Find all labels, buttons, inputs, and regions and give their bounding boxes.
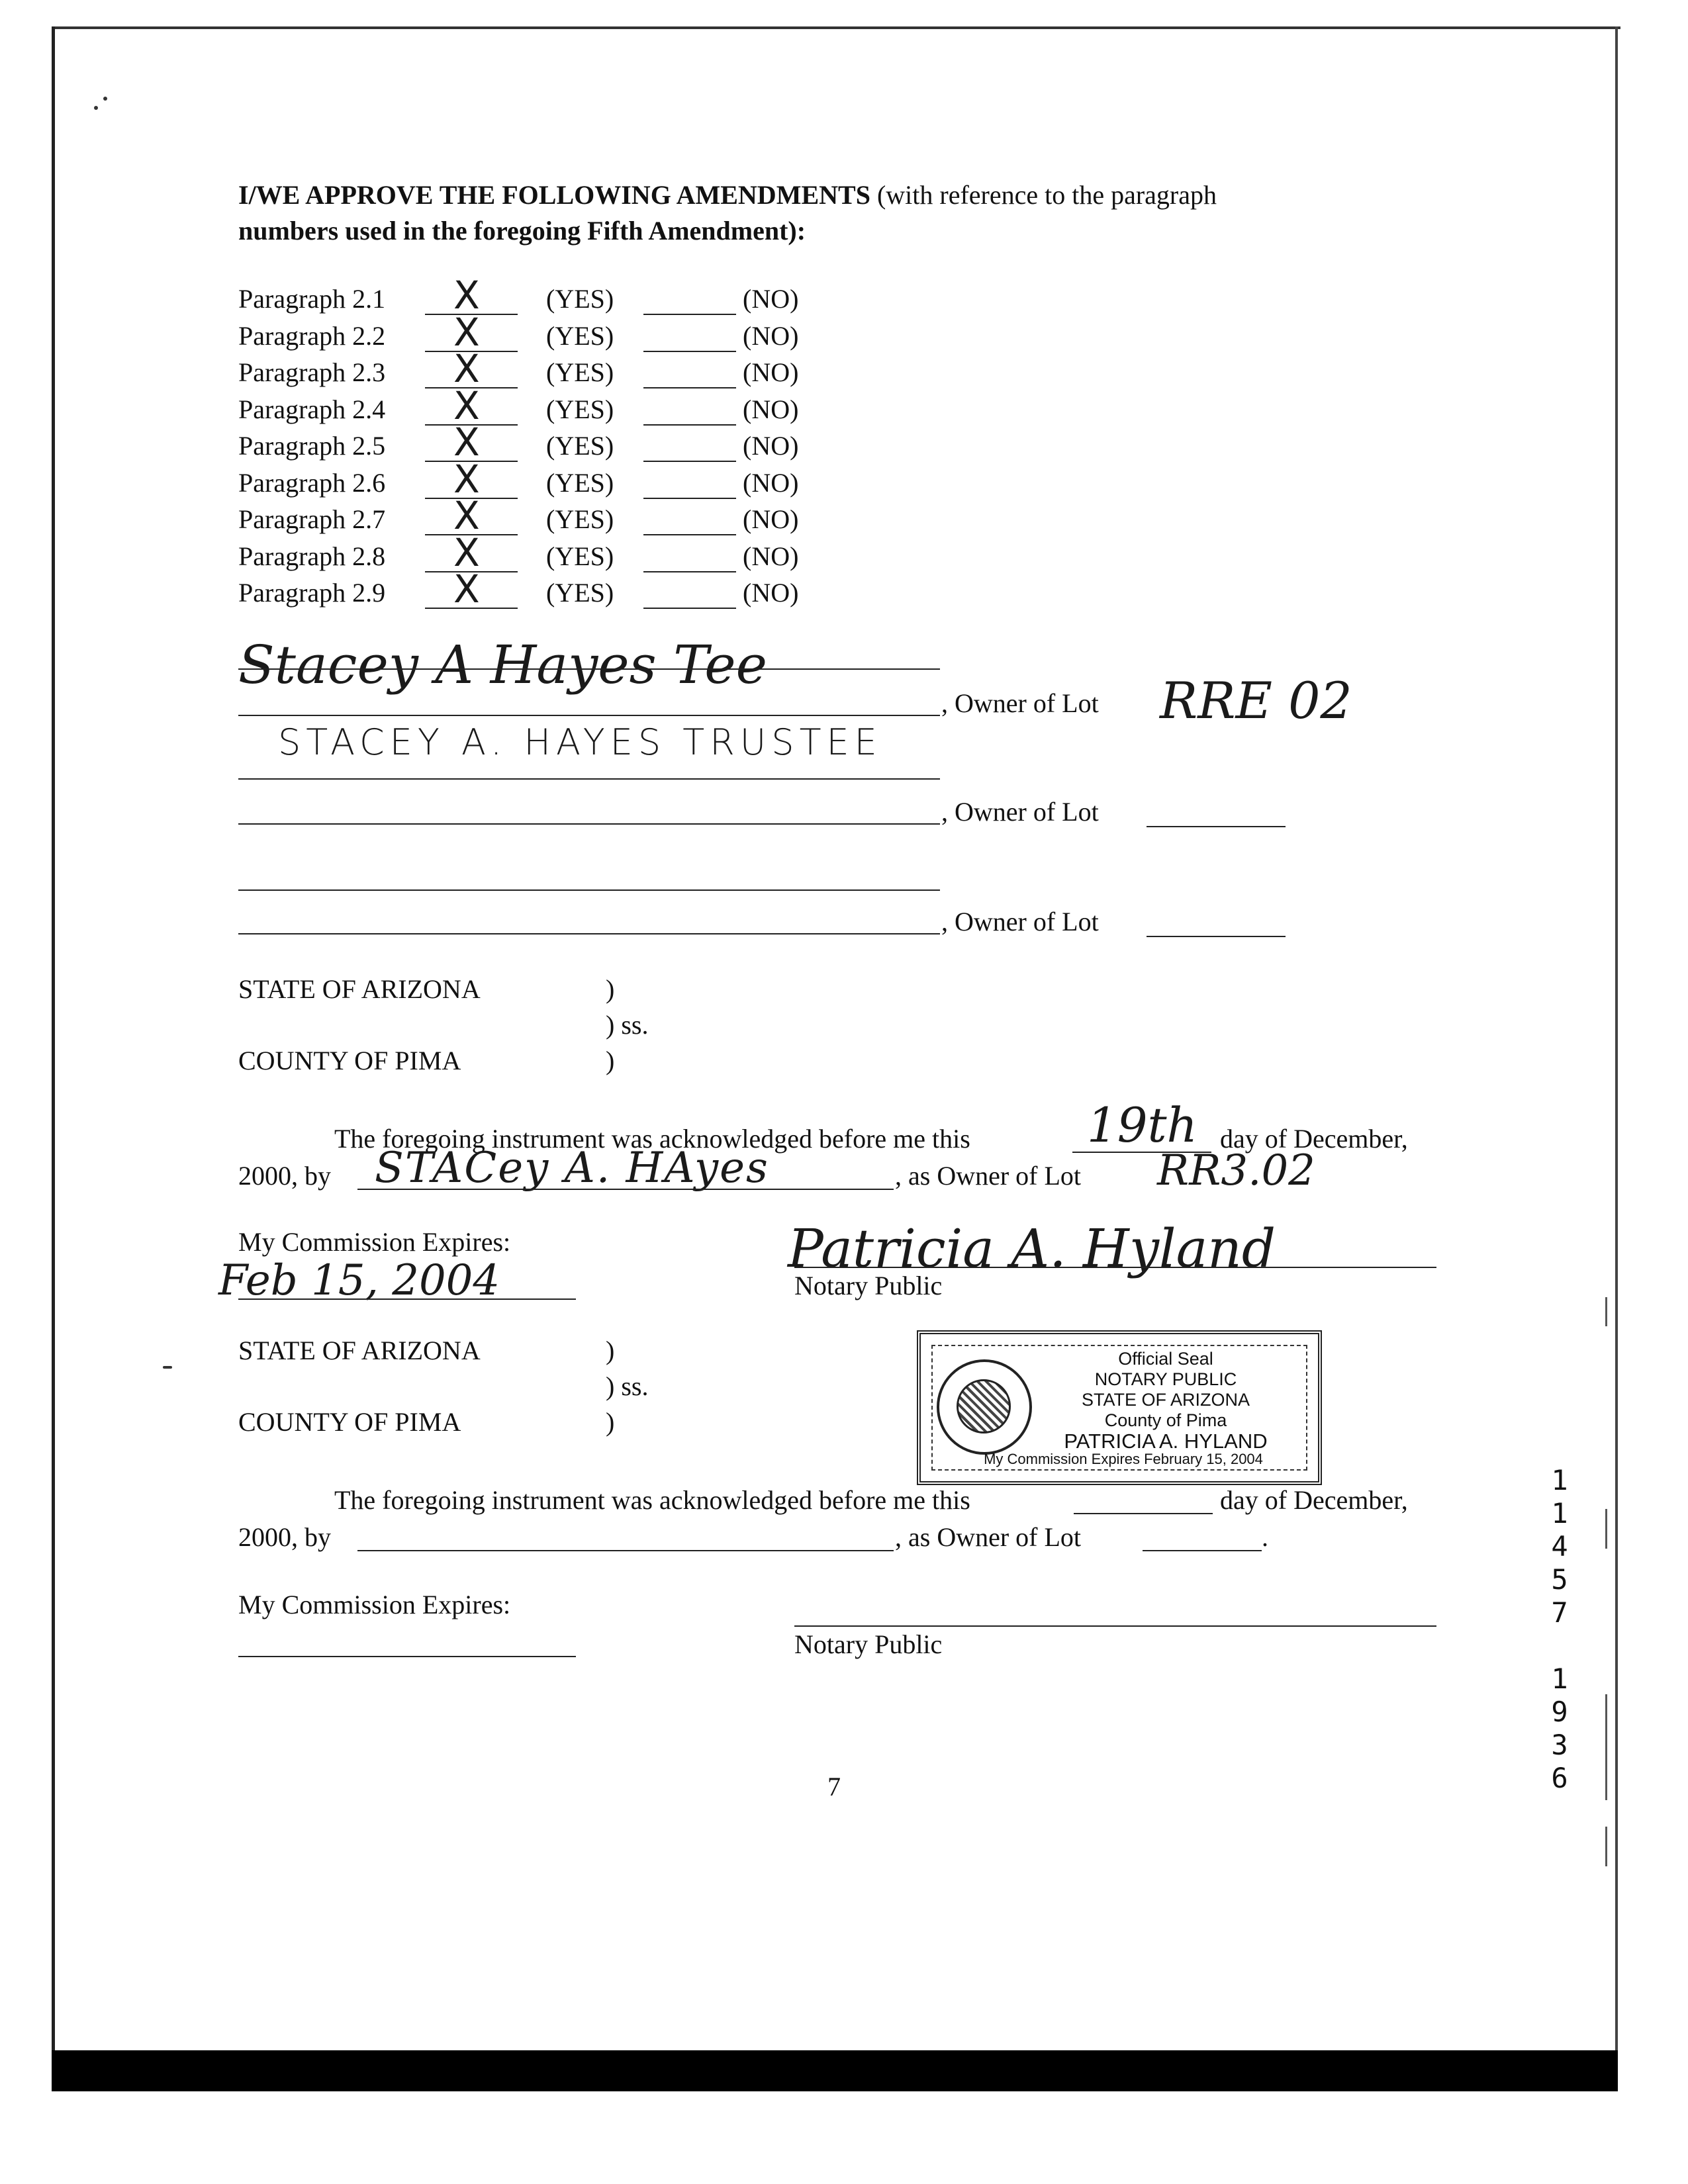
page-border-right xyxy=(1615,26,1618,2078)
yes-label: (YES) xyxy=(546,284,614,314)
notary1-state: STATE OF ARIZONA xyxy=(238,974,481,1004)
notary1-commission-date: Feb 15, 2004 xyxy=(218,1256,500,1305)
notary1-lot: RR3.02 xyxy=(1157,1146,1315,1195)
notary2-state: STATE OF ARIZONA xyxy=(238,1336,481,1365)
no-blank xyxy=(643,395,736,426)
no-blank xyxy=(643,322,736,352)
paragraph-label: Paragraph 2.4 xyxy=(238,394,386,424)
no-label: (NO) xyxy=(743,431,799,461)
yes-label: (YES) xyxy=(546,504,614,534)
heading-line2: numbers used in the foregoing Fifth Amendment): xyxy=(238,216,806,246)
owner1-lot-label: , Owner of Lot xyxy=(941,688,1099,718)
paragraph-label: Paragraph 2.7 xyxy=(238,504,386,534)
notary2-commission-line xyxy=(238,1656,576,1657)
notary2-paren-1: ) xyxy=(606,1336,615,1365)
notary2-ack-prefix: The foregoing instrument was acknowledged before me this xyxy=(334,1485,970,1515)
notary1-paren-2: ) xyxy=(606,1046,615,1075)
recording-digit: 9 xyxy=(1551,1696,1568,1728)
yes-label: (YES) xyxy=(546,320,614,351)
recording-digit: 4 xyxy=(1551,1530,1568,1563)
heading-rest: (with reference to the paragraph xyxy=(876,180,1217,210)
yes-mark-x: X xyxy=(453,420,480,465)
page-number: 7 xyxy=(827,1772,841,1801)
paragraph-label: Paragraph 2.3 xyxy=(238,357,386,387)
yes-mark-x: X xyxy=(453,346,480,391)
seal-line4: County of Pima xyxy=(1104,1410,1227,1430)
owner2-lot-blank xyxy=(1147,826,1286,827)
notary2-signature-line xyxy=(794,1625,1436,1627)
notary2-lot-blank xyxy=(1143,1550,1262,1551)
notary1-signature: Patricia A. Hyland xyxy=(788,1218,1276,1279)
notary2-period: . xyxy=(1262,1522,1268,1552)
state-seal-icon xyxy=(937,1359,1032,1455)
no-label: (NO) xyxy=(743,394,799,424)
right-edge-mark xyxy=(1605,1509,1607,1549)
notary-seal-stamp xyxy=(917,1330,1322,1485)
notary1-day: 19th xyxy=(1087,1097,1197,1153)
owner1-signature-line xyxy=(238,715,940,716)
no-label: (NO) xyxy=(743,541,799,571)
yes-mark-x: X xyxy=(453,567,480,612)
recording-digit xyxy=(1548,1629,1571,1662)
recording-digit: 1 xyxy=(1551,1662,1568,1695)
owner3-signature-line xyxy=(238,933,940,934)
recording-digit: 3 xyxy=(1551,1729,1568,1761)
no-label: (NO) xyxy=(743,578,799,608)
scan-speck xyxy=(103,97,107,101)
right-edge-mark xyxy=(1605,1827,1607,1866)
notary2-as-owner: , as Owner of Lot xyxy=(895,1522,1082,1552)
owner2-lot-label: , Owner of Lot xyxy=(941,797,1099,827)
no-label: (NO) xyxy=(743,320,799,351)
yes-label: (YES) xyxy=(546,394,614,424)
paragraph-label: Paragraph 2.1 xyxy=(238,284,386,314)
notary1-commission-line xyxy=(238,1298,576,1300)
yes-mark-x: X xyxy=(453,273,480,318)
paragraph-label: Paragraph 2.2 xyxy=(238,320,386,351)
owner1-signature-strike xyxy=(238,668,940,670)
notary2-paren-2: ) xyxy=(606,1407,615,1437)
scan-bottom-bar xyxy=(52,2050,1618,2091)
notary1-as-owner: , as Owner of Lot xyxy=(895,1161,1082,1191)
no-blank xyxy=(643,432,736,462)
scan-speck xyxy=(94,106,98,110)
notary1-by-name: STACey A. HAyes xyxy=(375,1144,769,1193)
no-blank xyxy=(643,469,736,499)
seal-line1: Official Seal xyxy=(1118,1349,1213,1369)
no-blank xyxy=(643,358,736,388)
right-edge-mark xyxy=(1605,1694,1607,1800)
recording-number xyxy=(1548,1464,1571,1795)
yes-label: (YES) xyxy=(546,357,614,387)
notary2-by-line xyxy=(357,1550,894,1551)
recording-digit: 1 xyxy=(1551,1497,1568,1529)
seal-text xyxy=(1033,1349,1298,1451)
notary1-commission-label: My Commission Expires: xyxy=(238,1227,511,1257)
no-blank xyxy=(643,542,736,572)
owner1-lot-value: RRE 02 xyxy=(1160,671,1352,730)
no-label: (NO) xyxy=(743,467,799,498)
recording-digit: 6 xyxy=(1551,1762,1568,1794)
yes-label: (YES) xyxy=(546,467,614,498)
owner1-printed-name: STACEY A. HAYES TRUSTEE xyxy=(278,721,882,763)
seal-line6: My Commission Expires February 15, 2004 xyxy=(984,1451,1263,1467)
no-blank xyxy=(643,505,736,535)
notary1-signature-line xyxy=(794,1267,1436,1268)
yes-mark-x: X xyxy=(453,493,480,538)
notary2-commission-label: My Commission Expires: xyxy=(238,1590,511,1619)
notary2-ack-suffix: day of December, xyxy=(1220,1485,1408,1515)
no-blank xyxy=(643,285,736,315)
yes-label: (YES) xyxy=(546,541,614,571)
page-border-top xyxy=(52,26,1620,29)
yes-mark-x: X xyxy=(453,456,480,502)
yes-mark-x: X xyxy=(453,309,480,355)
yes-mark-x: X xyxy=(453,383,480,428)
no-label: (NO) xyxy=(743,504,799,534)
notary2-day-line xyxy=(1074,1513,1213,1514)
paragraph-label: Paragraph 2.8 xyxy=(238,541,386,571)
paragraph-label: Paragraph 2.6 xyxy=(238,467,386,498)
owner2-printed-line xyxy=(238,778,940,780)
owner2-signature-line xyxy=(238,823,940,825)
right-edge-mark xyxy=(1605,1297,1607,1326)
notary2-ss: ) ss. xyxy=(606,1371,649,1401)
no-label: (NO) xyxy=(743,357,799,387)
notary2-year-by: 2000, by xyxy=(238,1522,331,1552)
notary1-year-by: 2000, by xyxy=(238,1161,331,1191)
notary1-ss: ) ss. xyxy=(606,1010,649,1040)
scan-speck xyxy=(163,1366,172,1369)
owner3-printed-line xyxy=(238,889,940,891)
owner3-lot-blank xyxy=(1147,936,1286,937)
no-blank xyxy=(643,578,736,609)
page-border-left xyxy=(52,26,55,2078)
notary1-county: COUNTY OF PIMA xyxy=(238,1046,461,1075)
notary1-ack-suffix: day of December, xyxy=(1220,1124,1408,1154)
recording-digit: 7 xyxy=(1551,1596,1568,1629)
notary2-notary-label: Notary Public xyxy=(794,1629,943,1659)
notary1-by-line xyxy=(357,1189,894,1190)
notary1-notary-label: Notary Public xyxy=(794,1271,943,1300)
owner1-signature: Stacey A Hayes Tee xyxy=(238,634,767,696)
yes-mark-x: X xyxy=(453,529,480,575)
notary1-ack-prefix: The foregoing instrument was acknowledged before me this xyxy=(334,1124,970,1154)
seal-line3: STATE OF ARIZONA xyxy=(1081,1390,1250,1410)
no-label: (NO) xyxy=(743,284,799,314)
yes-label: (YES) xyxy=(546,578,614,608)
owner3-lot-label: , Owner of Lot xyxy=(941,907,1099,936)
heading-bold: I/WE APPROVE THE FOLLOWING AMENDMENTS xyxy=(238,180,870,210)
paragraph-label: Paragraph 2.9 xyxy=(238,578,386,608)
notary1-paren-1: ) xyxy=(606,974,615,1004)
notary2-county: COUNTY OF PIMA xyxy=(238,1407,461,1437)
seal-line5: PATRICIA A. HYLAND xyxy=(1064,1430,1268,1453)
recording-digit: 1 xyxy=(1551,1464,1568,1496)
paragraph-label: Paragraph 2.5 xyxy=(238,431,386,461)
seal-line2: NOTARY PUBLIC xyxy=(1094,1369,1237,1389)
yes-label: (YES) xyxy=(546,431,614,461)
recording-digit: 5 xyxy=(1551,1563,1568,1596)
amendments-heading xyxy=(238,177,1450,249)
